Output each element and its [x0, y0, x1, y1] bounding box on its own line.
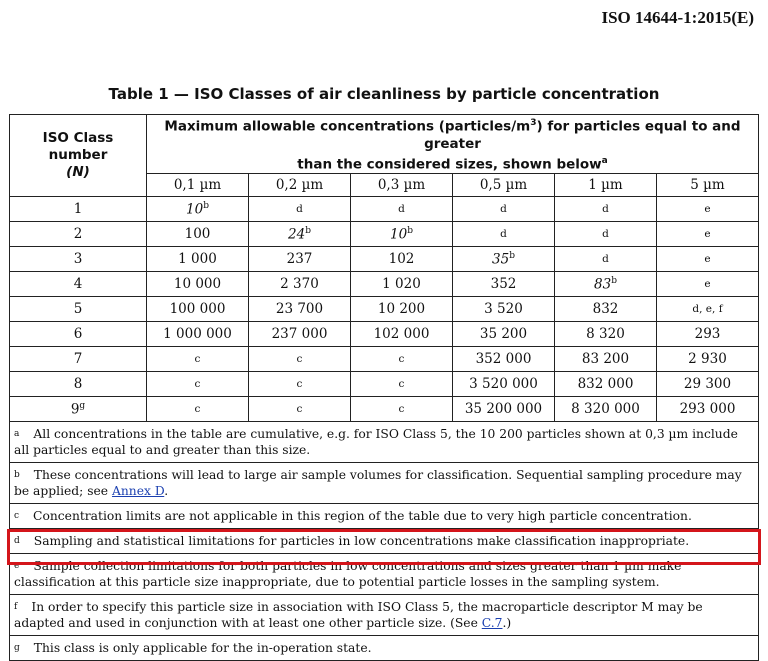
iso-class-value: 5 [73, 301, 83, 317]
concentration-value: 29 300 [683, 376, 732, 392]
footnote-mark: b [14, 470, 20, 480]
concentration-value: 8 320 [586, 326, 625, 342]
concentration-cell [555, 297, 657, 322]
concentration-value: 3 520 000 [469, 376, 538, 392]
concentration-value: 352 [490, 276, 517, 292]
footnote-text: These concentrations will lead to large air sample volumes for classification. Sequential sampling procedure may be applied; see [14, 468, 742, 498]
concentration-cell [453, 322, 555, 347]
concentration-value: c [194, 378, 201, 390]
footnote-link[interactable]: C.7 [481, 616, 503, 630]
footnote-f [10, 595, 759, 636]
concentration-value: c [296, 378, 303, 390]
concentration-value: 3 520 [484, 301, 523, 317]
concentration-value: d [602, 253, 609, 265]
concentration-cell [147, 347, 249, 372]
concentration-cell [249, 322, 351, 347]
concentration-value: 35 [492, 251, 510, 268]
iso-class-value: 3 [73, 251, 83, 267]
concentration-cell [249, 372, 351, 397]
footnote-row [10, 422, 759, 463]
concentration-value: e [704, 228, 711, 240]
footnote-link[interactable]: Annex D [111, 484, 165, 498]
concentration-cell [249, 247, 351, 272]
concentration-value: 35 200 [479, 326, 528, 342]
table-row [10, 272, 759, 297]
footnote-row [10, 504, 759, 529]
particle-size-header: 0,1 µm [147, 174, 249, 197]
concentration-value: d [500, 203, 507, 215]
concentration-value: 832 [592, 301, 619, 317]
concentration-value: 1 020 [382, 276, 421, 292]
concentration-cell [657, 372, 759, 397]
concentration-value: 293 000 [679, 401, 736, 417]
footnote-text-end: . [164, 484, 169, 498]
table-row [10, 372, 759, 397]
concentration-cell [657, 297, 759, 322]
concentration-cell [147, 297, 249, 322]
concentration-value: 2 930 [688, 351, 727, 367]
concentration-value: e [704, 203, 711, 215]
concentration-value: 8 320 000 [571, 401, 640, 417]
footnote-mark: d [14, 536, 20, 546]
concentration-cell [351, 372, 453, 397]
concentration-cell [351, 297, 453, 322]
particle-size-header: 0,5 µm [453, 174, 555, 197]
concentration-value: 1 000 000 [163, 326, 232, 342]
footnote-text: This class is only applicable for the in-operation state. [33, 641, 372, 655]
concentration-cell [555, 222, 657, 247]
concentration-value: 2 370 [280, 276, 319, 292]
concentration-cell [249, 297, 351, 322]
table-row [10, 397, 759, 422]
iso-class-value: 8 [73, 376, 83, 392]
concentration-cell [147, 322, 249, 347]
iso-class-value: 6 [73, 326, 83, 342]
concentration-cell [555, 347, 657, 372]
concentration-value: d [602, 203, 609, 215]
footnote-text: In order to specify this particle size in association with ISO Class 5, the macroparticle descriptor M may be adapted and used in conjunction with at least one other particle size. (See [14, 600, 703, 630]
concentration-value: c [398, 403, 405, 415]
concentration-value: e [704, 278, 711, 290]
concentration-value: 832 000 [577, 376, 634, 392]
iso-class-value: 9 [70, 401, 80, 418]
iso-class-value: 2 [73, 226, 83, 242]
concentration-value: d, e, f [692, 303, 723, 315]
footnote-mark: e [14, 561, 20, 571]
concentration-value: c [194, 403, 201, 415]
concentration-value: 10 [186, 201, 204, 218]
concentration-cell [351, 247, 453, 272]
max-concentration-header-text: Maximum allowable concentrations (particles/m [164, 118, 531, 135]
concentration-cell [453, 347, 555, 372]
footnote-a [10, 422, 759, 463]
table-row [10, 347, 759, 372]
iso-class-cell [10, 272, 147, 297]
footnote-d [10, 529, 759, 554]
concentration-cell [147, 197, 249, 222]
iso-class-cell [10, 197, 147, 222]
concentration-value: 293 [694, 326, 721, 342]
footnote-row [10, 636, 759, 661]
concentration-value: 102 [388, 251, 415, 267]
concentration-cell [147, 397, 249, 422]
iso-class-cell [10, 397, 147, 422]
concentration-cell [555, 397, 657, 422]
footnote-text: Sampling and statistical limitations for particles in low concentrations make classification inappropriate. [33, 534, 690, 548]
concentration-value: 10 [390, 226, 408, 243]
footnote-row [10, 554, 759, 595]
concentration-cell [351, 397, 453, 422]
footnote-mark: c [14, 511, 20, 521]
concentration-cell [555, 197, 657, 222]
footnote-row [10, 595, 759, 636]
concentration-cell [351, 222, 453, 247]
iso-class-cell [10, 297, 147, 322]
max-concentration-header [147, 115, 759, 174]
concentration-cell [351, 197, 453, 222]
concentration-cell [147, 222, 249, 247]
concentration-value: 23 700 [275, 301, 324, 317]
concentration-cell [555, 372, 657, 397]
iso-class-value: 4 [73, 276, 83, 292]
concentration-value: 102 000 [373, 326, 430, 342]
concentration-cell [453, 222, 555, 247]
concentration-value: d [500, 228, 507, 240]
concentration-cell [657, 322, 759, 347]
concentration-cell [453, 247, 555, 272]
footnote-mark: f [14, 602, 18, 612]
footnote-mark: g [14, 643, 20, 653]
concentration-cell [249, 197, 351, 222]
concentration-cell [657, 247, 759, 272]
concentration-value: 35 200 000 [464, 401, 543, 417]
footnote-mark: b [407, 225, 413, 236]
footnote-mark: b [305, 225, 311, 236]
concentration-value: 1 000 [178, 251, 217, 267]
iso-class-value: 7 [73, 351, 83, 367]
footnote-mark-a: a [601, 155, 608, 166]
concentration-cell [351, 322, 453, 347]
concentration-value: 237 000 [271, 326, 328, 342]
concentration-cell [657, 272, 759, 297]
iso-class-cell [10, 347, 147, 372]
concentration-cell [249, 397, 351, 422]
iso-class-cell [10, 322, 147, 347]
concentration-cell [147, 247, 249, 272]
footnote-mark: b [611, 275, 617, 286]
table-row [10, 197, 759, 222]
concentration-cell [555, 322, 657, 347]
iso-class-cell [10, 222, 147, 247]
iso-class-value: 1 [73, 201, 83, 217]
concentration-cell [657, 197, 759, 222]
concentration-cell [453, 272, 555, 297]
concentration-cell [249, 347, 351, 372]
concentration-value: c [398, 378, 405, 390]
concentration-value: 100 [184, 226, 211, 242]
concentration-value: 237 [286, 251, 313, 267]
table-row [10, 297, 759, 322]
concentration-value: d [602, 228, 609, 240]
concentration-value: d [296, 203, 303, 215]
footnote-mark: b [203, 200, 209, 211]
footnote-text: All concentrations in the table are cumulative, e.g. for ISO Class 5, the 10 200 particles shown at 0,3 µm include all particles equal to and greater than this size. [14, 427, 738, 457]
concentration-value: 83 [594, 276, 612, 293]
footnote-row [10, 529, 759, 554]
footnote-mark: b [509, 250, 515, 261]
concentration-cell [555, 272, 657, 297]
max-concentration-header-text-b: ) for particles equal to and greater [424, 118, 741, 152]
concentration-cell [453, 297, 555, 322]
footnote-g [10, 636, 759, 661]
table-row [10, 222, 759, 247]
footnote-mark: g [79, 400, 86, 411]
standard-header: ISO 14644-1:2015(E) [601, 8, 754, 27]
iso-class-header-n: (N) [66, 164, 90, 180]
iso-class-cell [10, 247, 147, 272]
footnote-mark: a [14, 429, 20, 439]
max-concentration-header-line2: than the considered sizes, shown below [297, 156, 602, 172]
concentration-cell [351, 272, 453, 297]
iso-class-header [10, 115, 147, 197]
concentration-cell [657, 347, 759, 372]
concentration-cell [147, 272, 249, 297]
concentration-value: 24 [288, 226, 306, 243]
table-row [10, 247, 759, 272]
concentration-value: c [296, 353, 303, 365]
particle-size-header: 5 µm [657, 174, 759, 197]
particle-size-header: 0,3 µm [351, 174, 453, 197]
concentration-value: c [398, 353, 405, 365]
footnote-text: Sample collection limitations for both particles in low concentrations and sizes greater than 1 µm make classification at this particle size inappropriate, due to potential particle losses in the sampling system. [14, 559, 682, 589]
footnote-text-end: .) [502, 616, 512, 630]
concentration-value: 10 200 [377, 301, 426, 317]
footnote-row [10, 463, 759, 504]
concentration-value: 352 000 [475, 351, 532, 367]
superscript-3: 3 [530, 118, 537, 128]
footnote-b [10, 463, 759, 504]
concentration-value: c [296, 403, 303, 415]
concentration-value: d [398, 203, 405, 215]
footnote-e [10, 554, 759, 595]
concentration-cell [555, 247, 657, 272]
particle-size-header: 1 µm [555, 174, 657, 197]
table-row [10, 322, 759, 347]
iso-class-header-text: ISO Class number [42, 130, 114, 163]
iso-class-table [9, 114, 759, 661]
concentration-cell [453, 397, 555, 422]
concentration-cell [249, 272, 351, 297]
concentration-value: 83 200 [581, 351, 630, 367]
concentration-cell [657, 397, 759, 422]
table-caption: Table 1 — ISO Classes of air cleanliness by particle concentration [108, 85, 660, 103]
concentration-value: c [194, 353, 201, 365]
concentration-cell [249, 222, 351, 247]
concentration-cell [453, 197, 555, 222]
concentration-value: e [704, 253, 711, 265]
concentration-cell [147, 372, 249, 397]
footnote-c [10, 504, 759, 529]
particle-size-header: 0,2 µm [249, 174, 351, 197]
concentration-cell [657, 222, 759, 247]
concentration-cell [351, 347, 453, 372]
iso-class-cell [10, 372, 147, 397]
concentration-value: 10 000 [173, 276, 222, 292]
concentration-cell [453, 372, 555, 397]
footnote-text: Concentration limits are not applicable in this region of the table due to very high particle concentration. [33, 509, 692, 523]
concentration-value: 100 000 [169, 301, 226, 317]
